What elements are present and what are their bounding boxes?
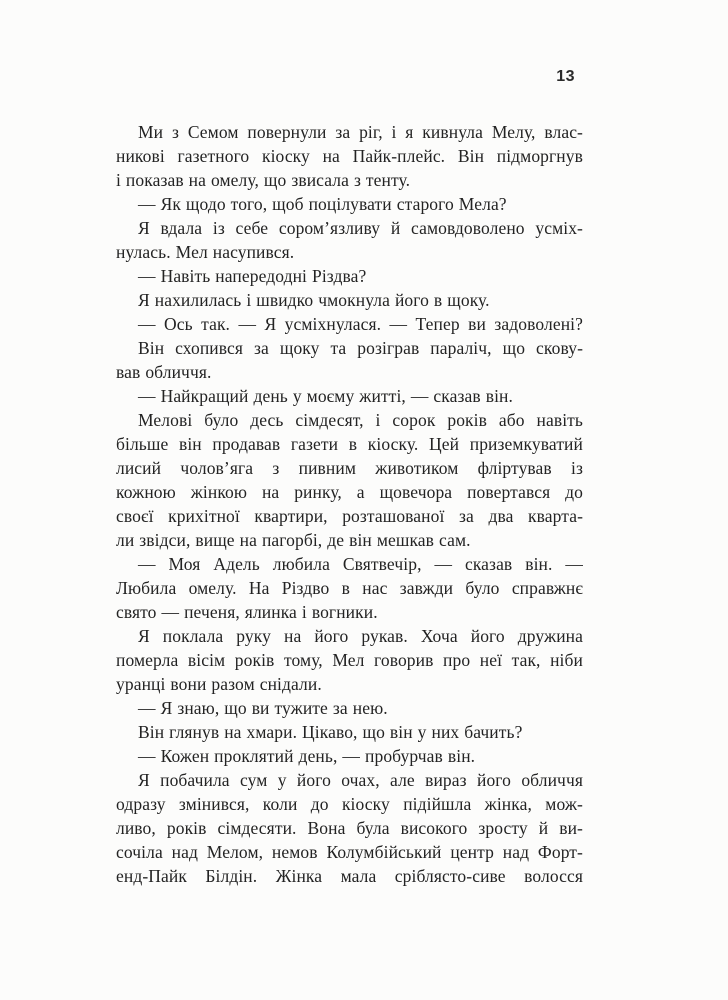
text-line: нулась. Мел насупився. bbox=[116, 242, 295, 262]
text-line: одразу змінився, коли до кіоску підійшла жінка, мож- bbox=[116, 794, 583, 814]
text-line: кожною жінкою на ринку, а щовечора повертався до bbox=[116, 482, 583, 502]
paragraph bbox=[116, 744, 583, 768]
text-line: лисий чолов’яга з пивним животиком фліртував із bbox=[116, 458, 583, 478]
text-line: Я поклала руку на його рукав. Хоча його дружина bbox=[138, 626, 583, 646]
text-line: Ми з Семом повернули за ріг, і я кивнула Мелу, влас- bbox=[138, 122, 583, 142]
text-line: Я нахилилась і швидко чмокнула його в щоку. bbox=[138, 290, 490, 310]
text-line: — Кожен проклятий день, — пробурчав він. bbox=[138, 746, 476, 766]
text-line: — Я знаю, що ви тужите за нею. bbox=[138, 698, 388, 718]
text-line: Я побачила сум у його очах, але вираз його обличчя bbox=[138, 770, 583, 790]
paragraph bbox=[116, 624, 583, 696]
text-line: енд-Пайк Білдін. Жінка мала сріблясто-сиве волосся bbox=[116, 866, 583, 886]
paragraph bbox=[116, 336, 583, 384]
text-line: більше він продавав газети в кіоску. Цей приземкуватий bbox=[116, 434, 583, 454]
text-line: — Навіть напередодні Різдва? bbox=[138, 266, 367, 286]
paragraph bbox=[116, 288, 583, 312]
text-line: — Найкращий день у моєму житті, — сказав він. bbox=[138, 386, 513, 406]
text-line: — Як щодо того, щоб поцілувати старого Мела? bbox=[138, 194, 507, 214]
text-line: і показав на омелу, що звисала з тенту. bbox=[116, 170, 411, 190]
paragraph bbox=[116, 696, 583, 720]
text-line: Любила омелу. На Різдво в нас завжди було справжнє bbox=[116, 578, 583, 598]
paragraph bbox=[116, 552, 583, 624]
text-line: Мелові було десь сімдесят, і сорок років або навіть bbox=[138, 410, 583, 430]
text-line: никові газетного кіоску на Пайк-плейс. Він підморгнув bbox=[116, 146, 583, 166]
paragraph bbox=[116, 120, 583, 192]
paragraph bbox=[116, 192, 583, 216]
text-line: сочіла над Мелом, немов Колумбійський центр над Форт- bbox=[116, 842, 583, 862]
paragraph bbox=[116, 768, 583, 888]
text-line: ли звідси, вище на пагорбі, де він мешкав сам. bbox=[116, 530, 471, 550]
paragraph bbox=[116, 216, 583, 264]
text-line: Він схопився за щоку та розіграв параліч, що скову- bbox=[138, 338, 583, 358]
paragraph bbox=[116, 720, 583, 744]
text-line: — Ось так. — Я усміхнулася. — Тепер ви задоволені? bbox=[138, 314, 583, 334]
text-line: померла вісім років тому, Мел говорив про неї так, ніби bbox=[116, 650, 583, 670]
paragraph bbox=[116, 384, 583, 408]
paragraph bbox=[116, 264, 583, 288]
text-line: Я вдала із себе сором’язливу й самовдоволено усміх- bbox=[138, 218, 583, 238]
text-line: уранці вони разом снідали. bbox=[116, 674, 322, 694]
paragraph bbox=[116, 408, 583, 552]
text-line: — Моя Адель любила Святвечір, — сказав він. — bbox=[138, 554, 583, 574]
text-line: вав обличчя. bbox=[116, 362, 212, 382]
text-line: свято — печеня, ялинка і вогники. bbox=[116, 602, 378, 622]
text-line: своєї крихітної квартири, розташованої за два кварта- bbox=[116, 506, 583, 526]
text-line: Він глянув на хмари. Цікаво, що він у них бачить? bbox=[138, 722, 523, 742]
page-number: 13 bbox=[556, 68, 575, 85]
text-column bbox=[116, 120, 583, 888]
text-line: ливо, років сімдесяти. Вона була високого зросту й ви- bbox=[116, 818, 583, 838]
paragraph bbox=[116, 312, 583, 336]
